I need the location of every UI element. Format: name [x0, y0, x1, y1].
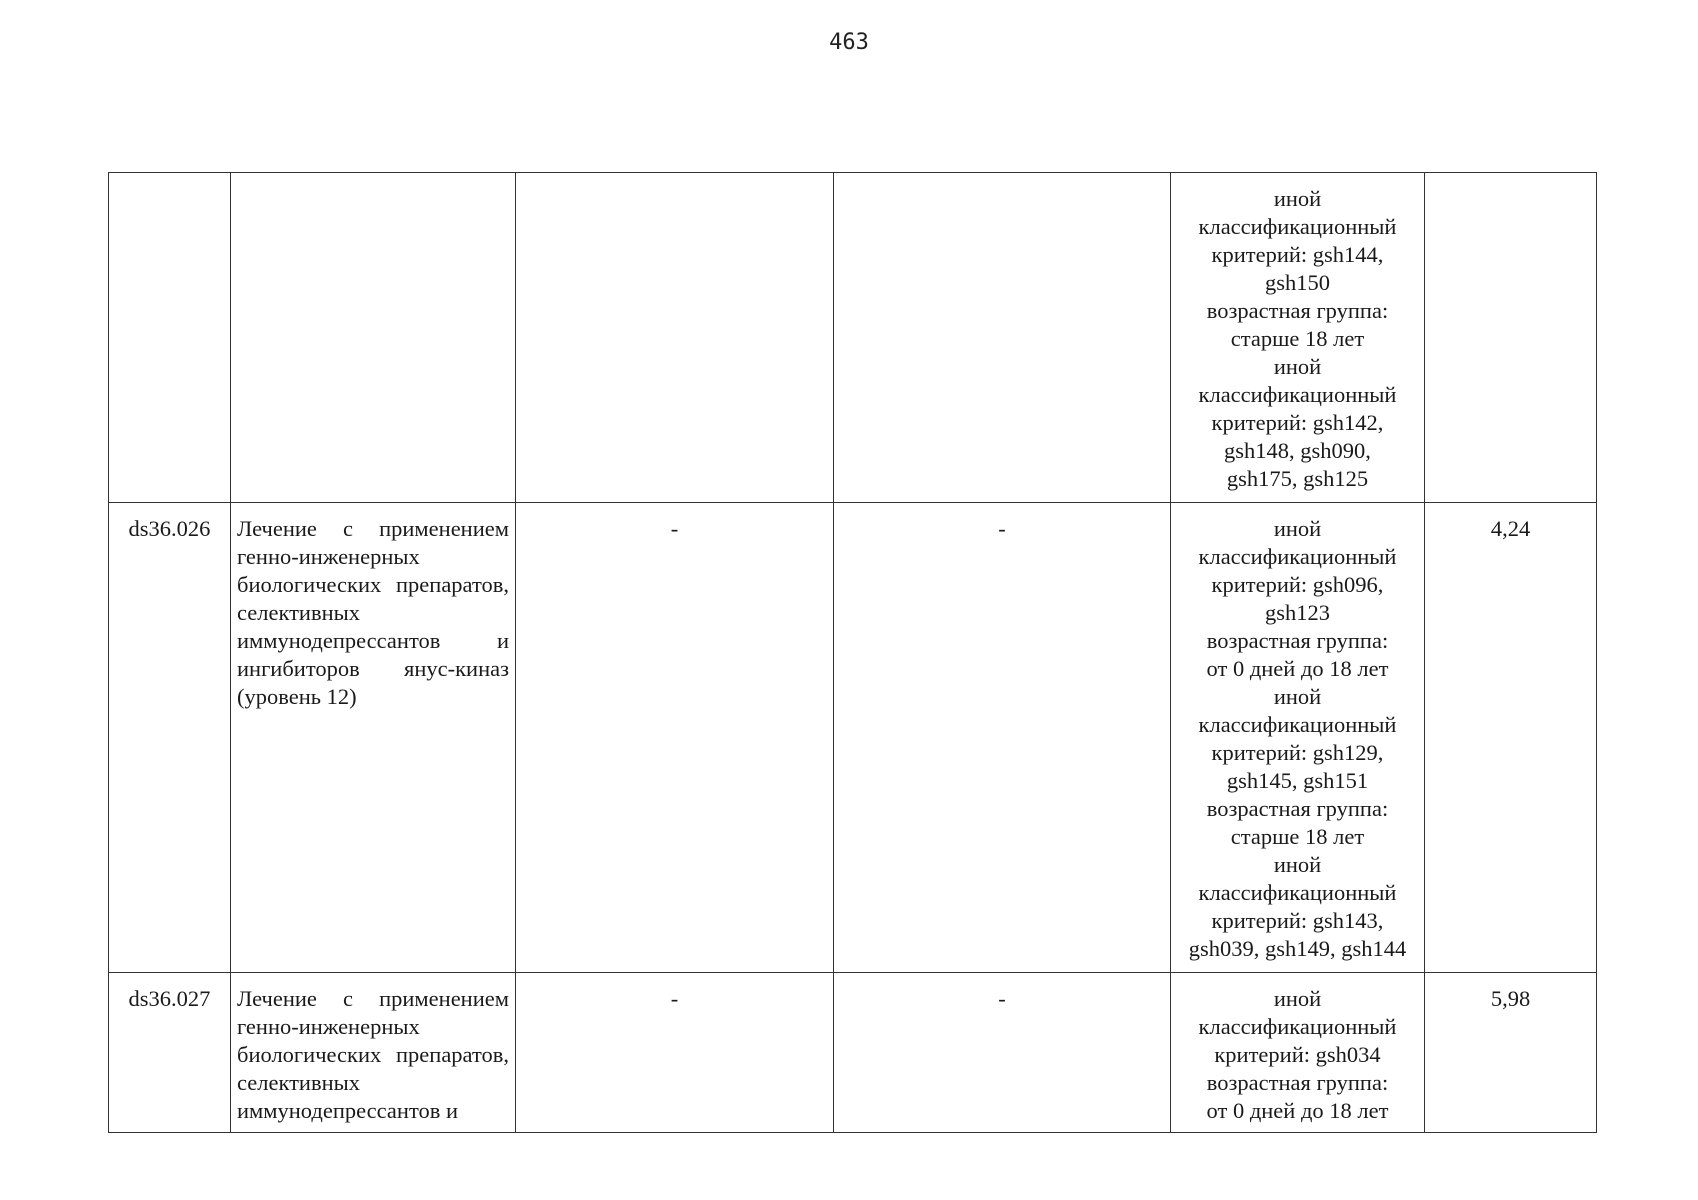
- criteria-line: классификационный: [1198, 880, 1397, 905]
- criteria-line: старше 18 лет: [1230, 824, 1365, 849]
- criteria-line: классификационный: [1198, 544, 1397, 569]
- col3-cell: -: [516, 503, 834, 973]
- criteria-line: возрастная группа:: [1206, 298, 1389, 323]
- criteria-cell: [1171, 173, 1425, 503]
- criteria-line: классификационный: [1198, 382, 1397, 407]
- criteria-cell: [1171, 973, 1425, 1133]
- criteria-cell: [1171, 503, 1425, 973]
- criteria-line: критерий: gsh142,: [1211, 410, 1384, 435]
- criteria-line: gsh150: [1264, 270, 1330, 295]
- code-cell: [109, 173, 231, 503]
- criteria-line: иной: [1273, 684, 1322, 709]
- criteria-line: иной: [1273, 186, 1322, 211]
- criteria-line: старше 18 лет: [1230, 326, 1365, 351]
- criteria-line: критерий: gsh144,: [1211, 242, 1384, 267]
- criteria-line: возрастная группа:: [1206, 796, 1389, 821]
- name-cell: Лечение с применением генно-инженерных биологических препаратов, селективных иммунодепрессантов и ингибиторов янус-киназ (уровень 12): [231, 503, 516, 973]
- criteria-line: gsh175, gsh125: [1226, 466, 1369, 491]
- table-row: [109, 173, 1597, 503]
- name-cell: Лечение с применением генно-инженерных биологических препаратов, селективных иммунодепрессантов и: [231, 973, 516, 1133]
- criteria-line: классификационный: [1198, 1014, 1397, 1039]
- page-number: 463: [829, 30, 869, 55]
- criteria-line: возрастная группа:: [1206, 1070, 1389, 1095]
- criteria-line: классификационный: [1198, 712, 1397, 737]
- coefficient-cell: [1425, 173, 1597, 503]
- tariff-table: [108, 172, 1597, 1133]
- table-row: [109, 503, 1597, 973]
- criteria-line: gsh145, gsh151: [1226, 768, 1369, 793]
- criteria-line: классификационный: [1198, 214, 1397, 239]
- criteria-line: иной: [1273, 354, 1322, 379]
- criteria-line: критерий: gsh034: [1214, 1042, 1381, 1067]
- table-row: [109, 973, 1597, 1133]
- criteria-line: иной: [1273, 852, 1322, 877]
- coefficient-cell: 4,24: [1425, 503, 1597, 973]
- criteria-line: критерий: gsh143,: [1211, 908, 1384, 933]
- col4-cell: [834, 173, 1171, 503]
- coefficient-cell: 5,98: [1425, 973, 1597, 1133]
- col3-cell: [516, 173, 834, 503]
- col4-cell: -: [834, 503, 1171, 973]
- code-cell: ds36.026: [109, 503, 231, 973]
- criteria-line: критерий: gsh129,: [1211, 740, 1384, 765]
- criteria-line: иной: [1273, 986, 1322, 1011]
- name-cell: [231, 173, 516, 503]
- code-cell: ds36.027: [109, 973, 231, 1133]
- criteria-line: gsh123: [1264, 600, 1330, 625]
- criteria-line: возрастная группа:: [1206, 628, 1389, 653]
- criteria-line: иной: [1273, 516, 1322, 541]
- criteria-line: gsh148, gsh090,: [1224, 438, 1371, 463]
- criteria-line: от 0 дней до 18 лет: [1206, 1098, 1389, 1123]
- col3-cell: -: [516, 973, 834, 1133]
- criteria-line: от 0 дней до 18 лет: [1206, 656, 1389, 681]
- criteria-line: критерий: gsh096,: [1211, 572, 1384, 597]
- criteria-line: gsh039, gsh149, gsh144: [1188, 936, 1407, 961]
- col4-cell: -: [834, 973, 1171, 1133]
